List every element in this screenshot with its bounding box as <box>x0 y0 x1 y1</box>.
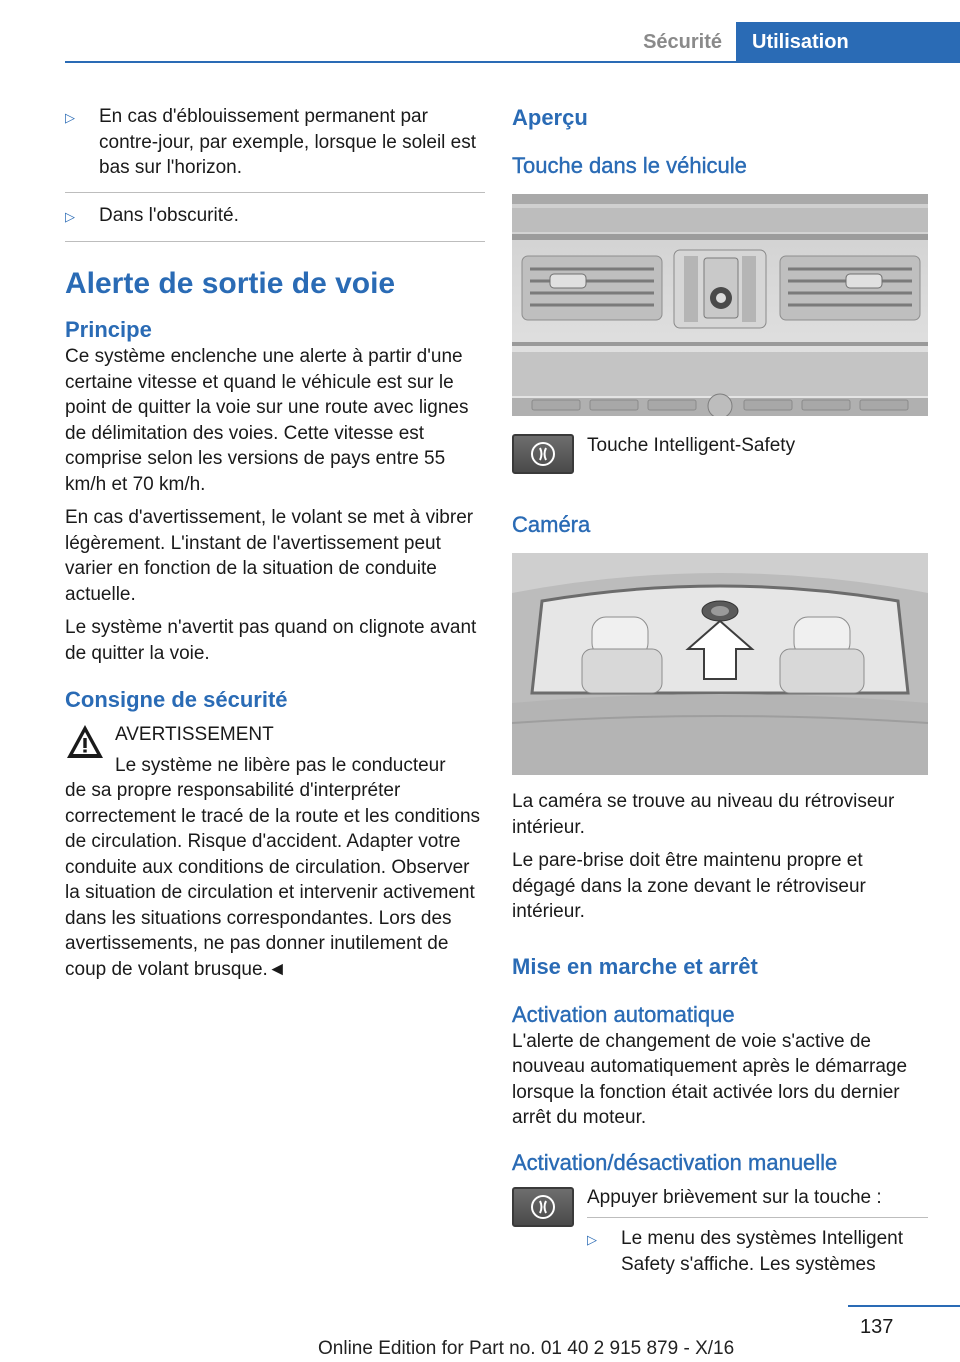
vehicle-button-illustration <box>512 194 928 416</box>
onoff-heading: Mise en marche et arrêt <box>512 953 758 979</box>
manual-activation-block <box>512 1185 928 1278</box>
right-column <box>512 104 928 1277</box>
divider <box>587 1217 928 1218</box>
principle-heading: Principe <box>65 317 152 342</box>
camera-paragraph-2: Le pare-brise doit être maintenu propre et dégagé dans la zone devant le rétroviseur intérieur. <box>512 850 866 922</box>
triangle-right-icon: ▷ <box>65 110 75 125</box>
camera-heading: Caméra <box>512 512 591 537</box>
overview-heading: Aperçu <box>512 105 588 130</box>
button-caption: Touche Intelligent-Safety <box>587 435 796 456</box>
auto-activation-text: L'alerte de changement de voie s'active de nouveau automatiquement après le démarrage lorsque la fonction était activée lors du dernier arrêt du moteur. <box>512 1030 908 1128</box>
section-tab-security[interactable]: Sécurité <box>643 31 722 53</box>
section-tab-operation[interactable]: Utilisation <box>736 22 960 62</box>
edition-note: Online Edition for Part no. 01 40 2 915 879 - X/16 <box>318 1338 735 1359</box>
warning-text: de sa propre responsabilité d'interpréter correctement le tracé de la route et les conditions de circulation. Risque d'accident. Adapter votre conduite aux conditions de circulation. Observer la situation de circulation et intervenir activement dans les situations correspondantes. Lors des avertissements, ne pas donner inutilement de coup de volant brusque.◄ <box>65 780 481 980</box>
warning-label: AVERTISSEMENT <box>115 724 274 745</box>
intelligent-safety-button-icon <box>512 434 574 474</box>
principle-paragraph-3: Le système n'avertit pas quand on clignote avant de quitter la voie. <box>65 617 477 664</box>
triangle-right-icon: ▷ <box>65 208 75 224</box>
left-column <box>65 104 485 982</box>
warning-triangle-icon <box>65 722 105 762</box>
manual-activation-heading: Activation/désactivation manuelle <box>512 1149 838 1175</box>
intelligent-safety-button-icon <box>512 1187 574 1227</box>
list-item <box>65 104 485 181</box>
bullet-text: Le menu des systèmes Intelligent Safety s'affiche. Les systèmes <box>621 1228 903 1275</box>
bullet-text: En cas d'éblouissement permanent par contre-jour, par exemple, lorsque le soleil est bas sur l'horizon. <box>99 106 477 178</box>
camera-illustration <box>512 553 928 775</box>
camera-paragraph-1: La caméra se trouve au niveau du rétroviseur intérieur. <box>512 791 895 838</box>
safety-heading: Consigne de sécurité <box>65 687 288 712</box>
manual-activation-text: Appuyer brièvement sur la touche : <box>587 1186 882 1208</box>
divider <box>65 241 485 242</box>
principle-paragraph-2: En cas d'avertissement, le volant se met à vibrer légèrement. L'instant de l'avertissement peut varier en fonction de la situation de conduite actuelle. <box>65 507 474 605</box>
header-rule <box>65 61 960 63</box>
bullet-text: Dans l'obscurité. <box>99 204 239 226</box>
button-heading: Touche dans le véhicule <box>512 153 747 178</box>
warning-text-first-line: Le système ne libère pas le conducteur <box>115 754 446 776</box>
footer-rule <box>848 1305 960 1307</box>
auto-activation-heading: Activation automatique <box>512 1001 735 1027</box>
list-item <box>587 1226 928 1277</box>
warning-block <box>65 722 485 778</box>
triangle-right-icon: ▷ <box>587 1232 597 1247</box>
list-item <box>65 203 485 230</box>
section-title: Alerte de sortie de voie <box>65 267 396 300</box>
principle-paragraph-1: Ce système enclenche une alerte à partir d'une certaine vitesse et quand le véhicule est sur le point de quitter la voie sur une route avec lignes de délimitation des voies. Cette vitesse est comprise selon les versions de pays entre 55 km/h et 70 km/h. <box>65 346 469 495</box>
page-number: 137 <box>860 1316 894 1338</box>
divider <box>65 192 485 193</box>
button-legend <box>512 434 928 474</box>
